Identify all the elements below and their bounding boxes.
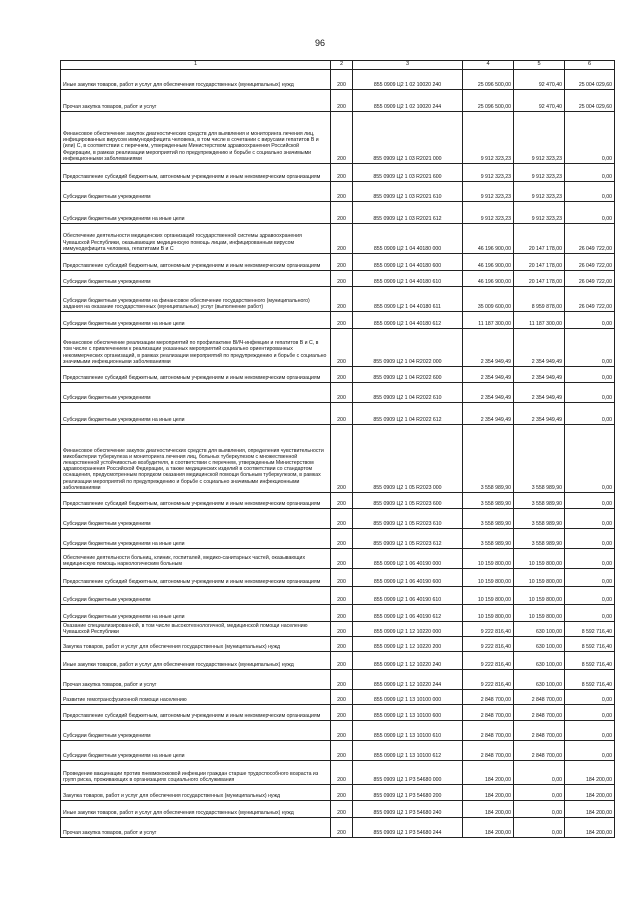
row-classification-code: 855 0909 Ц2 1 04 40180 000 xyxy=(353,224,463,254)
row-department-code: 200 xyxy=(331,164,353,182)
row-description: Субсидии бюджетным учреждениям на иные цели xyxy=(61,403,331,425)
row-amount-col4: 11 187 300,00 xyxy=(463,312,514,329)
row-classification-code: 855 0909 Ц2 1 06 40190 612 xyxy=(353,605,463,622)
row-department-code: 200 xyxy=(331,705,353,721)
row-description: Закупка товаров, работ и услуг для обеспечения государственных (муниципальных) нужд xyxy=(61,785,331,801)
row-amount-col6: 0,00 xyxy=(565,329,615,367)
row-classification-code: 855 0909 Ц2 1 13 10100 000 xyxy=(353,690,463,705)
table-row xyxy=(61,224,615,254)
row-amount-col6: 0,00 xyxy=(565,383,615,403)
row-amount-col6: 0,00 xyxy=(565,529,615,549)
row-amount-col6: 0,00 xyxy=(565,721,615,741)
table-row xyxy=(61,741,615,761)
row-amount-col4: 2 848 700,00 xyxy=(463,741,514,761)
row-description: Субсидии бюджетным учреждениям xyxy=(61,271,331,287)
row-amount-col5: 2 354 949,49 xyxy=(514,329,565,367)
row-classification-code: 855 0909 Ц2 1 Р3 54680 000 xyxy=(353,761,463,785)
row-classification-code: 855 0909 Ц2 1 05 R2023 610 xyxy=(353,509,463,529)
row-amount-col5: 10 159 800,00 xyxy=(514,549,565,569)
row-description: Финансовое обеспечение реализации мероприятий по профилактике ВИЧ-инфекции и гепатитов B и C, в том числе с привлечением к реализации указанных мероприятий социально ориентированных некоммерческих организаций, в рамках реализации мероприятий по предупреждению и борьбе с социально значимыми инфекционными заболеваниями xyxy=(61,329,331,367)
row-amount-col4: 3 558 989,90 xyxy=(463,509,514,529)
row-department-code: 200 xyxy=(331,493,353,509)
row-amount-col5: 92 470,40 xyxy=(514,70,565,90)
row-description: Закупка товаров, работ и услуг для обеспечения государственных (муниципальных) нужд xyxy=(61,637,331,652)
row-amount-col6: 0,00 xyxy=(565,112,615,164)
row-amount-col5: 3 558 989,90 xyxy=(514,529,565,549)
row-description: Предоставление субсидий бюджетным, автономным учреждениям и иным некоммерческим организациям xyxy=(61,367,331,383)
row-amount-col4: 2 354 949,49 xyxy=(463,403,514,425)
row-description: Субсидии бюджетным учреждениям на иные цели xyxy=(61,741,331,761)
row-classification-code: 855 0909 Ц2 1 04 40180 611 xyxy=(353,287,463,312)
column-header: 1 xyxy=(61,61,331,70)
row-department-code: 200 xyxy=(331,652,353,670)
table-row xyxy=(61,705,615,721)
row-description: Предоставление субсидий бюджетным, автономным учреждениям и иным некоммерческим организациям xyxy=(61,705,331,721)
row-amount-col6: 8 592 716,40 xyxy=(565,652,615,670)
row-amount-col5: 0,00 xyxy=(514,785,565,801)
row-amount-col4: 9 912 323,23 xyxy=(463,182,514,202)
row-amount-col6: 0,00 xyxy=(565,549,615,569)
row-amount-col5: 0,00 xyxy=(514,801,565,818)
row-description: Финансовое обеспечение закупок диагностических средств для выявления, определения чувствительности микобактерии туберкулеза и мониторинга лечения лиц, больных туберкулезом с множественной лекарственной устойчивостью возбудителя, в соответствии с перечнем, утвержденным Министерством здравоохранения Российской Федерации, а также медицинских изделий в соответствии со стандартом оснащения, предусмотренным порядком оказания медицинской помощи больным туберкулезом, в рамках реализации мероприятий по предупреждению и борьбе с социально значимыми инфекционными заболеваниями xyxy=(61,425,331,493)
row-description: Иные закупки товаров, работ и услуг для обеспечения государственных (муниципальных) нужд xyxy=(61,652,331,670)
row-amount-col5: 3 558 989,90 xyxy=(514,509,565,529)
row-amount-col4: 2 848 700,00 xyxy=(463,721,514,741)
row-amount-col4: 9 912 323,23 xyxy=(463,202,514,224)
row-amount-col5: 3 558 989,90 xyxy=(514,425,565,493)
row-department-code: 200 xyxy=(331,529,353,549)
table-row xyxy=(61,622,615,637)
table-row xyxy=(61,637,615,652)
table-row xyxy=(61,785,615,801)
row-amount-col6: 0,00 xyxy=(565,164,615,182)
row-department-code: 200 xyxy=(331,254,353,271)
table-row xyxy=(61,569,615,587)
row-department-code: 200 xyxy=(331,761,353,785)
row-classification-code: 855 0909 Ц2 1 13 10100 612 xyxy=(353,741,463,761)
row-amount-col5: 10 159 800,00 xyxy=(514,587,565,605)
row-description: Прочая закупка товаров, работ и услуг xyxy=(61,670,331,690)
row-department-code: 200 xyxy=(331,818,353,838)
row-amount-col4: 10 159 800,00 xyxy=(463,587,514,605)
row-amount-col4: 3 558 989,90 xyxy=(463,493,514,509)
table-row xyxy=(61,587,615,605)
row-amount-col4: 9 912 323,23 xyxy=(463,164,514,182)
row-classification-code: 855 0909 Ц2 1 06 40190 000 xyxy=(353,549,463,569)
table-row xyxy=(61,425,615,493)
row-department-code: 200 xyxy=(331,383,353,403)
row-classification-code: 855 0909 Ц2 1 04 40180 600 xyxy=(353,254,463,271)
row-amount-col4: 9 222 816,40 xyxy=(463,670,514,690)
row-amount-col5: 2 354 949,49 xyxy=(514,367,565,383)
row-department-code: 200 xyxy=(331,721,353,741)
row-description: Прочая закупка товаров, работ и услуг xyxy=(61,90,331,112)
row-classification-code: 855 0909 Ц2 1 03 R2021 610 xyxy=(353,182,463,202)
table-row xyxy=(61,202,615,224)
row-amount-col4: 9 222 816,40 xyxy=(463,652,514,670)
column-header: 3 xyxy=(353,61,463,70)
row-department-code: 200 xyxy=(331,622,353,637)
row-amount-col4: 184 200,00 xyxy=(463,818,514,838)
row-department-code: 200 xyxy=(331,785,353,801)
row-department-code: 200 xyxy=(331,425,353,493)
row-department-code: 200 xyxy=(331,271,353,287)
table-header-row xyxy=(61,61,615,70)
row-amount-col5: 8 959 878,00 xyxy=(514,287,565,312)
row-amount-col4: 9 912 323,23 xyxy=(463,112,514,164)
row-department-code: 200 xyxy=(331,202,353,224)
row-department-code: 200 xyxy=(331,509,353,529)
row-amount-col4: 2 848 700,00 xyxy=(463,690,514,705)
row-amount-col4: 35 009 600,00 xyxy=(463,287,514,312)
row-amount-col4: 184 200,00 xyxy=(463,785,514,801)
row-classification-code: 855 0909 Ц2 1 12 10220 240 xyxy=(353,652,463,670)
row-amount-col6: 25 004 029,60 xyxy=(565,70,615,90)
row-description: Финансовое обеспечение закупок диагностических средств для выявления и мониторинга лечения лиц, инфицированных вирусом иммунодефицита человека, в том числе в сочетании с вирусами гепатитов B и (или) C, в соответствии с перечнем, утвержденным Министерством здравоохранения Российской Федерации, в рамках реализации мероприятий по предупреждению и борьбе с социально значимыми инфекционными заболеваниями xyxy=(61,112,331,164)
row-description: Обеспечение деятельности больниц, клиник, госпиталей, медико-санитарных частей, оказывающих медицинскую помощь наркологическим больным xyxy=(61,549,331,569)
row-amount-col5: 2 848 700,00 xyxy=(514,705,565,721)
row-description: Обеспечение деятельности медицинских организаций государственной системы здравоохранения Чувашской Республики, оказывающих медицинскую помощь лицам, инфицированным вирусом иммунодефицита человека, гепатитами B и C xyxy=(61,224,331,254)
row-department-code: 200 xyxy=(331,801,353,818)
row-classification-code: 855 0909 Ц2 1 Р3 54680 200 xyxy=(353,785,463,801)
row-classification-code: 855 0909 Ц2 1 12 10220 000 xyxy=(353,622,463,637)
row-amount-col5: 3 558 989,90 xyxy=(514,493,565,509)
table-row xyxy=(61,652,615,670)
row-classification-code: 855 0909 Ц2 1 03 R2021 600 xyxy=(353,164,463,182)
table-row xyxy=(61,670,615,690)
row-amount-col5: 2 848 700,00 xyxy=(514,690,565,705)
row-amount-col6: 0,00 xyxy=(565,202,615,224)
row-amount-col4: 25 096 500,00 xyxy=(463,70,514,90)
row-amount-col6: 0,00 xyxy=(565,425,615,493)
row-amount-col6: 0,00 xyxy=(565,367,615,383)
row-amount-col4: 10 159 800,00 xyxy=(463,605,514,622)
row-amount-col6: 0,00 xyxy=(565,312,615,329)
row-description: Оказание специализированной, в том числе высокотехнологичной, медицинской помощи населению Чувашской Республики xyxy=(61,622,331,637)
table-row xyxy=(61,164,615,182)
row-amount-col6: 8 592 716,40 xyxy=(565,670,615,690)
row-amount-col6: 184 200,00 xyxy=(565,761,615,785)
row-amount-col4: 2 354 949,49 xyxy=(463,329,514,367)
row-amount-col4: 46 196 900,00 xyxy=(463,254,514,271)
row-department-code: 200 xyxy=(331,587,353,605)
table-row xyxy=(61,690,615,705)
row-classification-code: 855 0909 Ц2 1 05 R2023 600 xyxy=(353,493,463,509)
table-row xyxy=(61,403,615,425)
row-amount-col4: 2 848 700,00 xyxy=(463,705,514,721)
row-amount-col6: 0,00 xyxy=(565,741,615,761)
table-row xyxy=(61,529,615,549)
row-amount-col4: 184 200,00 xyxy=(463,761,514,785)
row-amount-col5: 9 912 323,23 xyxy=(514,112,565,164)
table-row xyxy=(61,549,615,569)
row-amount-col5: 20 147 178,00 xyxy=(514,271,565,287)
row-amount-col6: 184 200,00 xyxy=(565,818,615,838)
row-classification-code: 855 0909 Ц2 1 04 R2022 600 xyxy=(353,367,463,383)
row-classification-code: 855 0909 Ц2 1 04 R2022 612 xyxy=(353,403,463,425)
row-amount-col5: 630 100,00 xyxy=(514,670,565,690)
row-amount-col6: 8 592 716,40 xyxy=(565,637,615,652)
table-row xyxy=(61,182,615,202)
table-row xyxy=(61,70,615,90)
row-amount-col4: 10 159 800,00 xyxy=(463,549,514,569)
row-amount-col6: 25 004 029,60 xyxy=(565,90,615,112)
row-amount-col4: 46 196 900,00 xyxy=(463,224,514,254)
row-description: Субсидии бюджетным учреждениям xyxy=(61,509,331,529)
row-amount-col5: 0,00 xyxy=(514,761,565,785)
row-classification-code: 855 0909 Ц2 1 06 40190 600 xyxy=(353,569,463,587)
row-classification-code: 855 0909 Ц2 1 02 10020 240 xyxy=(353,70,463,90)
row-description: Субсидии бюджетным учреждениям xyxy=(61,587,331,605)
row-description: Субсидии бюджетным учреждениям xyxy=(61,721,331,741)
row-amount-col6: 0,00 xyxy=(565,182,615,202)
row-classification-code: 855 0909 Ц2 1 02 10020 244 xyxy=(353,90,463,112)
row-amount-col5: 2 354 949,49 xyxy=(514,403,565,425)
row-amount-col6: 184 200,00 xyxy=(565,785,615,801)
row-description: Субсидии бюджетным учреждениям на иные цели xyxy=(61,202,331,224)
row-department-code: 200 xyxy=(331,182,353,202)
row-description: Предоставление субсидий бюджетным, автономным учреждениям и иным некоммерческим организациям xyxy=(61,254,331,271)
row-amount-col4: 2 354 949,49 xyxy=(463,383,514,403)
row-department-code: 200 xyxy=(331,367,353,383)
row-amount-col5: 2 354 949,49 xyxy=(514,383,565,403)
table-row xyxy=(61,254,615,271)
row-department-code: 200 xyxy=(331,329,353,367)
row-department-code: 200 xyxy=(331,637,353,652)
row-amount-col6: 26 049 722,00 xyxy=(565,271,615,287)
column-header: 6 xyxy=(565,61,615,70)
row-amount-col5: 630 100,00 xyxy=(514,637,565,652)
row-description: Субсидии бюджетным учреждениям xyxy=(61,182,331,202)
row-description: Проведение вакцинации против пневмококковой инфекции граждан старше трудоспособного возраста из групп риска, проживающих в организациях социального обслуживания xyxy=(61,761,331,785)
row-classification-code: 855 0909 Ц2 1 04 40180 610 xyxy=(353,271,463,287)
row-classification-code: 855 0909 Ц2 1 04 40180 612 xyxy=(353,312,463,329)
row-amount-col4: 3 558 989,90 xyxy=(463,425,514,493)
row-department-code: 200 xyxy=(331,112,353,164)
row-department-code: 200 xyxy=(331,224,353,254)
row-amount-col6: 26 049 722,00 xyxy=(565,287,615,312)
row-amount-col6: 0,00 xyxy=(565,605,615,622)
table-row xyxy=(61,801,615,818)
row-description: Субсидии бюджетным учреждениям на иные цели xyxy=(61,529,331,549)
row-amount-col5: 2 848 700,00 xyxy=(514,721,565,741)
row-amount-col5: 630 100,00 xyxy=(514,652,565,670)
row-classification-code: 855 0909 Ц2 1 04 R2022 000 xyxy=(353,329,463,367)
row-description: Субсидии бюджетным учреждениям на финансовое обеспечение государственного (муниципального) задания на оказание государственных (муниципальных) услуг (выполнение работ) xyxy=(61,287,331,312)
table-row xyxy=(61,721,615,741)
row-department-code: 200 xyxy=(331,569,353,587)
column-header: 5 xyxy=(514,61,565,70)
row-description: Предоставление субсидий бюджетным, автономным учреждениям и иным некоммерческим организациям xyxy=(61,164,331,182)
row-amount-col6: 184 200,00 xyxy=(565,801,615,818)
row-classification-code: 855 0909 Ц2 1 03 R2021 000 xyxy=(353,112,463,164)
row-amount-col6: 26 049 722,00 xyxy=(565,224,615,254)
table-row xyxy=(61,287,615,312)
row-amount-col4: 9 222 816,40 xyxy=(463,637,514,652)
row-amount-col4: 25 096 500,00 xyxy=(463,90,514,112)
row-amount-col4: 9 222 816,40 xyxy=(463,622,514,637)
row-amount-col5: 20 147 178,00 xyxy=(514,224,565,254)
row-department-code: 200 xyxy=(331,287,353,312)
table-row xyxy=(61,761,615,785)
row-amount-col6: 8 592 716,40 xyxy=(565,622,615,637)
row-classification-code: 855 0909 Ц2 1 04 R2022 610 xyxy=(353,383,463,403)
row-description: Предоставление субсидий бюджетным, автономным учреждениям и иным некоммерческим организациям xyxy=(61,569,331,587)
row-description: Субсидии бюджетным учреждениям на иные цели xyxy=(61,605,331,622)
row-classification-code: 855 0909 Ц2 1 12 10220 200 xyxy=(353,637,463,652)
row-amount-col5: 10 159 800,00 xyxy=(514,569,565,587)
row-amount-col6: 0,00 xyxy=(565,705,615,721)
column-header: 2 xyxy=(331,61,353,70)
row-amount-col5: 9 912 323,23 xyxy=(514,164,565,182)
row-classification-code: 855 0909 Ц2 1 05 R2023 612 xyxy=(353,529,463,549)
row-classification-code: 855 0909 Ц2 1 06 40190 610 xyxy=(353,587,463,605)
row-amount-col4: 3 558 989,90 xyxy=(463,529,514,549)
page-number: 96 xyxy=(314,38,325,48)
row-description: Предоставление субсидий бюджетным, автономным учреждениям и иным некоммерческим организациям xyxy=(61,493,331,509)
row-department-code: 200 xyxy=(331,90,353,112)
row-amount-col6: 0,00 xyxy=(565,493,615,509)
row-amount-col5: 20 147 178,00 xyxy=(514,254,565,271)
row-amount-col6: 0,00 xyxy=(565,587,615,605)
table-row xyxy=(61,509,615,529)
row-department-code: 200 xyxy=(331,403,353,425)
row-classification-code: 855 0909 Ц2 1 03 R2021 612 xyxy=(353,202,463,224)
row-amount-col5: 11 187 300,00 xyxy=(514,312,565,329)
table-row xyxy=(61,90,615,112)
table-row xyxy=(61,383,615,403)
row-classification-code: 855 0909 Ц2 1 13 10100 600 xyxy=(353,705,463,721)
row-description: Прочая закупка товаров, работ и услуг xyxy=(61,818,331,838)
row-amount-col5: 9 912 323,23 xyxy=(514,182,565,202)
table-row xyxy=(61,367,615,383)
row-amount-col5: 2 848 700,00 xyxy=(514,741,565,761)
row-department-code: 200 xyxy=(331,312,353,329)
column-header: 4 xyxy=(463,61,514,70)
table-row xyxy=(61,605,615,622)
table-row xyxy=(61,818,615,838)
row-amount-col4: 2 354 949,49 xyxy=(463,367,514,383)
row-description: Иные закупки товаров, работ и услуг для обеспечения государственных (муниципальных) нужд xyxy=(61,70,331,90)
row-amount-col5: 92 470,40 xyxy=(514,90,565,112)
row-classification-code: 855 0909 Ц2 1 13 10100 610 xyxy=(353,721,463,741)
row-amount-col4: 10 159 800,00 xyxy=(463,569,514,587)
row-classification-code: 855 0909 Ц2 1 05 R2023 000 xyxy=(353,425,463,493)
row-classification-code: 855 0909 Ц2 1 Р3 54680 244 xyxy=(353,818,463,838)
budget-table-body xyxy=(61,61,615,838)
row-amount-col4: 184 200,00 xyxy=(463,801,514,818)
row-department-code: 200 xyxy=(331,741,353,761)
row-description: Субсидии бюджетным учреждениям xyxy=(61,383,331,403)
row-description: Иные закупки товаров, работ и услуг для обеспечения государственных (муниципальных) нужд xyxy=(61,801,331,818)
row-amount-col5: 630 100,00 xyxy=(514,622,565,637)
row-amount-col5: 9 912 323,23 xyxy=(514,202,565,224)
row-department-code: 200 xyxy=(331,70,353,90)
row-department-code: 200 xyxy=(331,670,353,690)
row-amount-col6: 0,00 xyxy=(565,509,615,529)
row-department-code: 200 xyxy=(331,605,353,622)
row-classification-code: 855 0909 Ц2 1 Р3 54680 240 xyxy=(353,801,463,818)
row-department-code: 200 xyxy=(331,690,353,705)
row-amount-col6: 0,00 xyxy=(565,569,615,587)
row-amount-col4: 46 196 900,00 xyxy=(463,271,514,287)
budget-table xyxy=(60,60,615,838)
row-amount-col6: 26 049 722,00 xyxy=(565,254,615,271)
row-description: Субсидии бюджетным учреждениям на иные цели xyxy=(61,312,331,329)
row-amount-col5: 10 159 800,00 xyxy=(514,605,565,622)
table-row xyxy=(61,112,615,164)
table-row xyxy=(61,493,615,509)
row-department-code: 200 xyxy=(331,549,353,569)
row-classification-code: 855 0909 Ц2 1 12 10220 244 xyxy=(353,670,463,690)
table-row xyxy=(61,312,615,329)
row-amount-col5: 0,00 xyxy=(514,818,565,838)
table-row xyxy=(61,271,615,287)
row-amount-col6: 0,00 xyxy=(565,403,615,425)
row-amount-col6: 0,00 xyxy=(565,690,615,705)
table-row xyxy=(61,329,615,367)
row-description: Развитие гемотрансфузионной помощи населению xyxy=(61,690,331,705)
